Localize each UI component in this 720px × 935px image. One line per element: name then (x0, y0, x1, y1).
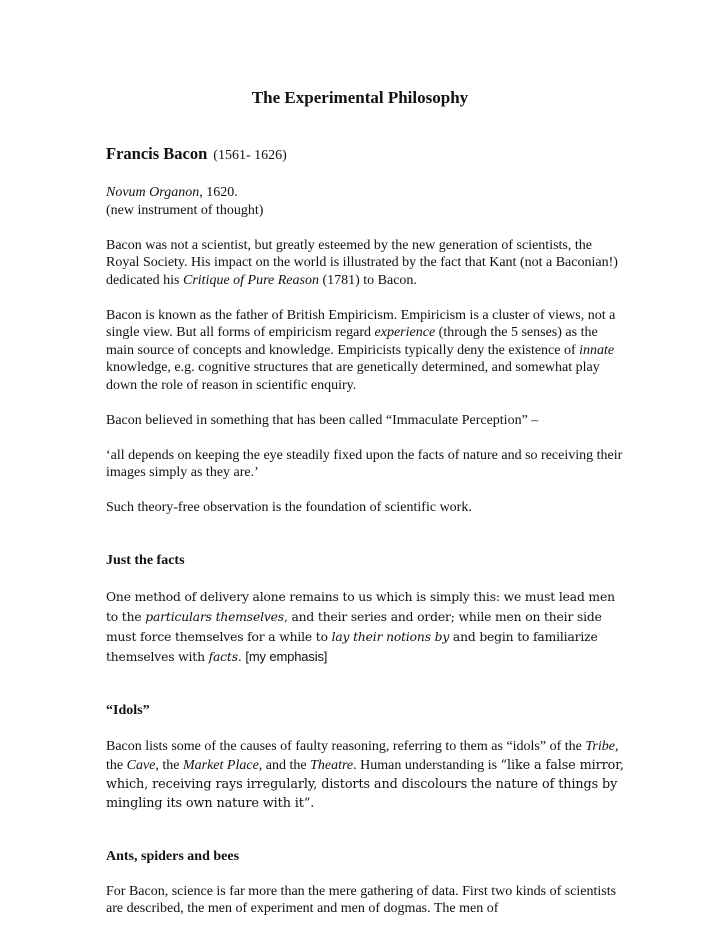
work-citation (106, 184, 626, 219)
paragraph-text: (through the 5 senses) as the main source of concepts and knowledge. Empiricists typically deny the existence of (106, 325, 598, 358)
paragraph-text: , the (106, 738, 619, 773)
spacer (106, 684, 626, 702)
author-dates: (1561- 1626) (213, 148, 287, 163)
spacer (106, 534, 626, 552)
work-year: , 1620. (199, 185, 238, 200)
paragraph-text: (1781) to Bacon. (318, 272, 417, 288)
mirror-quote: “like a false mirror, which, receiving rays irregularly, distorts and discolours the nature of things by mingling its own nature with it”. (106, 757, 624, 811)
section-heading-ants: Ants, spiders and bees (106, 848, 240, 864)
quote-italic: lay their notions by (331, 629, 450, 644)
paragraph-text: Bacon lists some of the causes of faulty reasoning, referring to them as “idols” of the (106, 738, 586, 754)
work-title: Novum Organon (106, 185, 200, 200)
page-title: The Experimental Philosophy (251, 88, 469, 107)
paragraph-ants: For Bacon, science is far more than the mere gathering of data. First two kinds of scientists are described, the men of experiment and men of dogmas. The men of (106, 883, 617, 916)
emphasis-note: [my emphasis] (245, 648, 328, 664)
paragraph-text: knowledge, e.g. cognitive structures that are genetically determined, and somewhat play down the role of reason in scientific enquiry. (106, 360, 600, 393)
paragraph-empiricism (106, 307, 626, 395)
paragraph-text: Bacon is known as the father of British Empiricism. Empiricism is a cluster of views, not a single view. But all forms of empiricism regard (106, 307, 616, 340)
work-subtitle: (new instrument of thought) (106, 202, 264, 218)
paragraph-italic: Market Place (182, 757, 259, 773)
quote-text: and begin to familiarize themselves with (106, 629, 598, 664)
paragraph-italic: Critique of Pure Reason (182, 272, 319, 288)
quote-text: One method of delivery alone remains to us which is simply this: we must lead men to the (106, 589, 615, 624)
section-heading-idols: “Idols” (106, 702, 150, 718)
paragraph-italic: Tribe (585, 738, 615, 754)
facts-quote (106, 587, 626, 667)
author-line (106, 143, 626, 167)
paragraph-italic: Cave (126, 757, 156, 773)
section-heading-facts: Just the facts (106, 552, 185, 568)
paragraph-idols (106, 737, 626, 813)
quote-italic: particulars themselves (145, 609, 284, 624)
paragraph-kant (106, 237, 626, 290)
paragraph-observation: Such theory-free observation is the foundation of scientific work. (106, 500, 472, 515)
document-body (106, 143, 626, 935)
paragraph-italic: innate (579, 342, 615, 358)
quote-text: , and their series and order; while men on their side must force themselves for a while to (106, 609, 602, 644)
spacer (106, 830, 626, 848)
paragraph-text: , and the (258, 757, 311, 773)
paragraph-text: Bacon was not a scientist, but greatly esteemed by the new generation of scientists, the Royal Society. His impact on the world is illustrated by the fact that Kant (not a Baconian!) dedicated his (106, 237, 618, 288)
paragraph-italic: Theatre (310, 757, 354, 773)
paragraph-text: , the (155, 757, 183, 773)
quote-text: . (237, 649, 246, 664)
paragraph-text: . Human understanding is (353, 757, 501, 773)
paragraph-perception: Bacon believed in something that has been called “Immaculate Perception” – (106, 412, 539, 428)
paragraph-italic: experience (374, 325, 436, 340)
author-name: Francis Bacon (106, 144, 208, 163)
paragraph-quote: ‘all depends on keeping the eye steadily fixed upon the facts of nature and so receiving their images simply as they are.’ (106, 447, 623, 480)
quote-italic: facts (208, 649, 238, 664)
